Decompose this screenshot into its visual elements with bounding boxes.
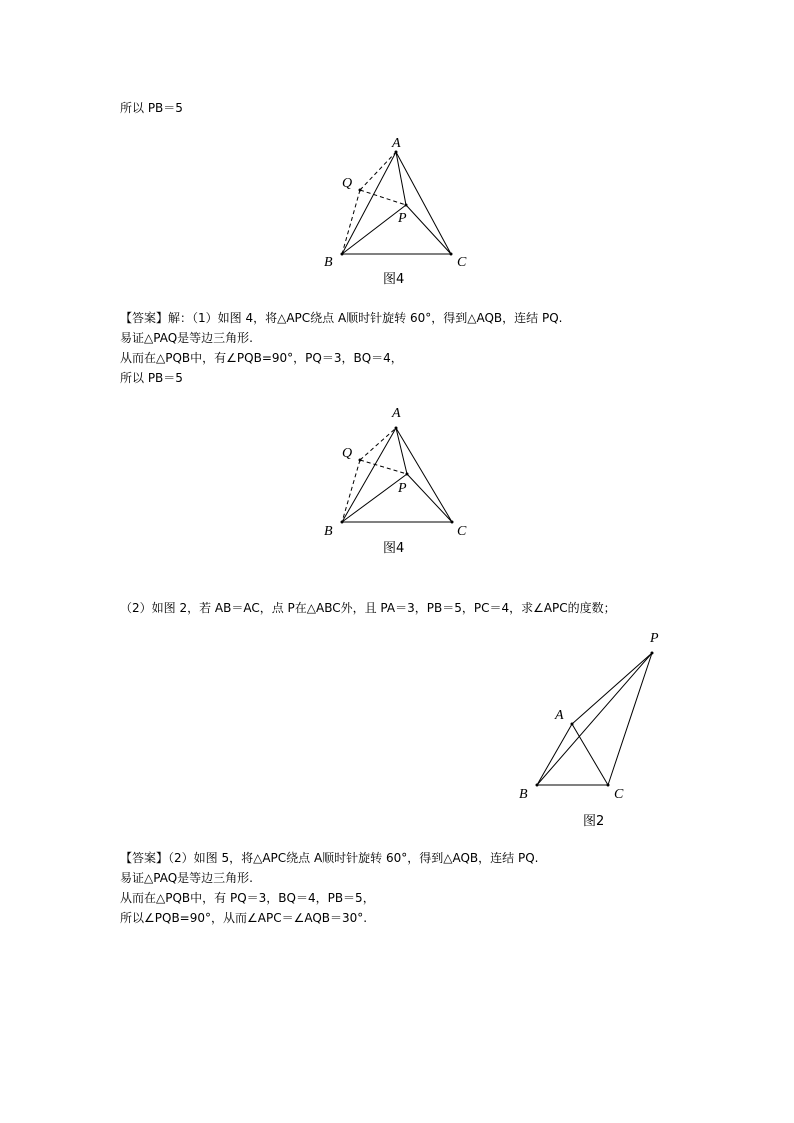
- answer-1-line-3: 从而在△PQB中，有∠PQB=90°，PQ＝3，BQ＝4，: [120, 351, 403, 365]
- figure-caption: 图4: [383, 272, 405, 287]
- label-p: P: [650, 631, 659, 646]
- edge-ab: [342, 152, 396, 254]
- edge-qp: [360, 190, 406, 205]
- edge-ap: [396, 152, 406, 205]
- label-b: B: [324, 524, 333, 539]
- answer-2-line-1: 【答案】（2）如图 5，将△APC绕点 A顺时针旋转 60°，得到△AQB，连结 PQ.: [120, 851, 539, 865]
- edge-bp: [342, 205, 406, 254]
- label-a: A: [392, 406, 401, 421]
- label-c: C: [457, 255, 467, 270]
- answer-2-line-2: 易证△PAQ是等边三角形.: [120, 871, 253, 885]
- answer-1-line-2: 易证△PAQ是等边三角形.: [120, 331, 253, 345]
- figure-caption: 图4: [383, 541, 405, 556]
- answer-1-line-1: 【答案】解：（1）如图 4，将△APC绕点 A顺时针旋转 60°，得到△AQB，连结 PQ.: [120, 311, 563, 325]
- edge-ba: [537, 724, 572, 785]
- text-line: 所以 PB＝5: [120, 101, 183, 115]
- label-p: P: [398, 481, 407, 496]
- label-c: C: [614, 787, 624, 802]
- label-a: A: [555, 708, 564, 723]
- answer-2-line-3: 从而在△PQB中，有 PQ＝3，BQ＝4，PB＝5，: [120, 891, 375, 905]
- label-q: Q: [342, 176, 353, 191]
- label-q: Q: [342, 446, 353, 461]
- edge-ac: [572, 724, 608, 785]
- figure-4-top: [310, 130, 490, 290]
- question-2: （2）如图 2，若 AB＝AC，点 P在△ABC外，且 PA＝3，PB＝5，PC＝4，求∠APC的度数；: [120, 601, 616, 615]
- edge-qb: [342, 190, 360, 254]
- figure-2: [510, 625, 680, 835]
- answer-2-line-4: 所以∠PQB=90°，从而∠APC＝∠AQB＝30°.: [120, 911, 368, 925]
- answer-1-line-4: 所以 PB＝5: [120, 371, 183, 385]
- edge-ac: [396, 152, 451, 254]
- label-c: C: [457, 524, 467, 539]
- edge-qa: [360, 152, 396, 190]
- label-a: A: [392, 136, 401, 151]
- figure-caption: 图2: [583, 814, 605, 829]
- label-b: B: [324, 255, 333, 270]
- label-b: B: [519, 787, 528, 802]
- figure-4-bottom: [310, 400, 490, 560]
- label-p: P: [398, 211, 407, 226]
